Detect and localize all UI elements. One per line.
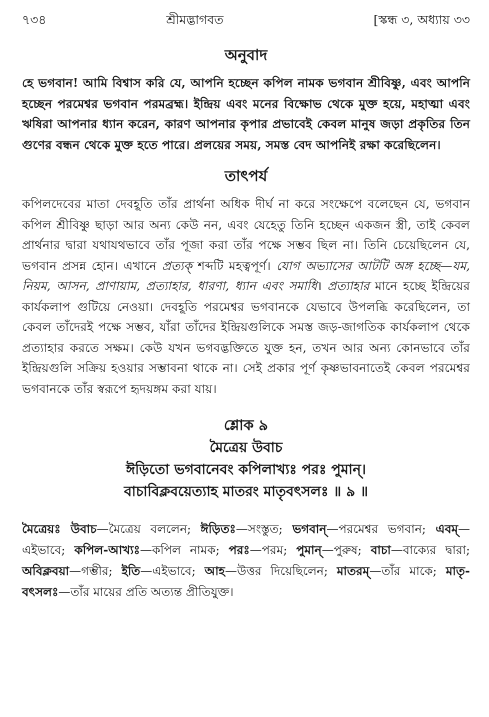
- verse-line-2: বাচাবিক্লবয়েত্যাহ মাতরং মাতৃবৎসলঃ ॥ ৯ ॥: [124, 484, 368, 500]
- synonym-entry: মাতৃ-বৎসলঃ—তাঁর মায়ের প্রতি অত্যন্ত প্রীতিযুক্ত।: [22, 564, 471, 599]
- purport-text-part: শব্দটি মহত্বপূর্ণ।: [192, 258, 277, 273]
- synonym-entry: ইতি—এইভাবে;: [121, 564, 205, 578]
- verse-speaker: মৈত্রেয় উবাচ: [209, 440, 283, 456]
- synonyms-block: [22, 519, 470, 603]
- verse-number: শ্লোক ৯: [223, 417, 269, 434]
- book-title: শ্রীমদ্ভাগবত: [166, 12, 224, 27]
- purport-text: [22, 194, 470, 399]
- verse-line-1: ঈড়িতো ভগবানেবং কপিলাখ্যঃ পরঃ পুমান্।: [126, 462, 366, 478]
- synonym-entry: ঈড়িতঃ—সংস্তুত;: [200, 522, 293, 536]
- translation-heading: অনুবাদ: [224, 46, 268, 64]
- running-header: [22, 12, 470, 34]
- translation-text: হে ভগবান! আমি বিশ্বাস করি যে, আপনি হচ্ছেন কপিল নামক ভগবান শ্রীবিষ্ণু, এবং আপনি হচ্ছেন পরমেশ্বর ভগবান পরমব্রহ্ম। ইন্দ্রিয় এবং মনের বিক্ষোভ থেকে মুক্ত হয়ে, মহাত্মা এবং ঋষিরা আপনার ধ্যান করেন, কারণ আপনার কৃপার প্রভাবেই কেবল মানুষ জড়া প্রকৃতির তিন গুণের বন্ধন থেকে মুক্ত হতে পারে। প্রলয়ের সময়, সমস্ত বেদ আপনিই রক্ষা করেছিলেন।: [22, 76, 470, 152]
- synonym-entry: পরঃ—পরম;: [228, 543, 297, 557]
- purport-text-part: ।: [317, 279, 328, 293]
- synonym-entry: অবিক্লবয়া—গম্ভীর;: [22, 564, 122, 578]
- purport-emphasis: যোগ অভ্যাসের আটটি অঙ্গ হচ্ছে—যম, নিয়ম, আসন, প্রাণায়াম, প্রত্যাহার, ধারণা, ধ্যান এবং সমাধি: [22, 258, 470, 293]
- page-number: ৭৩৪: [22, 12, 47, 27]
- synonym-entry: আহ—উত্তর দিয়েছিলেন;: [204, 564, 337, 578]
- book-page: [22, 12, 470, 603]
- synonym-entry: কপিল-আখ্যঃ—কপিল নামক;: [74, 543, 229, 557]
- synonym-entry: ভগবান্—পরমেশ্বর ভগবান;: [292, 522, 436, 536]
- purport-heading: তাৎপর্য: [224, 167, 268, 185]
- chapter-reference: [স্কন্ধ ৩, অধ্যায় ৩৩: [373, 12, 470, 27]
- synonym-entry: বাচা—বাক্যের দ্বারা;: [370, 543, 471, 557]
- purport-emphasis: প্রত্যক্: [161, 258, 193, 273]
- purport-text-part: কপিলদেবের মাতা দেবহূতি তাঁর প্রার্থনা অধিক দীর্ঘ না করে সংক্ষেপে বলেছেন যে, ভগবান কপিল শ্রীবিষ্ণু ছাড়া আর অন্য কেউ নন, এবং যেহেতু তিনি হচ্ছেন একজন স্ত্রী, তাই কেবল প্রার্থনার দ্বারা যথাযথভাবে তাঁর পূজা করা তাঁর পক্ষে সম্ভব ছিল না। তিনি চেয়েছিলেন যে, ভগবান প্রসন্ন হোন। এখানে: [22, 197, 470, 273]
- purport-emphasis: প্রত্যাহার: [327, 279, 370, 293]
- synonym-entry: মাতরম্—তাঁর মাকে;: [336, 564, 446, 578]
- purport-text-part: মানে হচ্ছে ইন্দ্রিয়ের কার্যকলাপ গুটিয়ে নেওয়া। দেবহূতি পরমেশ্বর ভগবানকে যেভাবে উপলব্ধি করেছিলেন, তা কেবল তাঁদেরই পক্ষে সম্ভব, যাঁরা তাঁদের ইন্দ্রিয়গুলিকে সমস্ত জড়-জাগতিক কার্যকলাপ থেকে প্রত্যাহার করতে সক্ষম। কেউ যখন ভগবদ্ভক্তিতে যুক্ত হন, তখন আর অন্য কোনভাবে তাঁর ইন্দ্রিয়গুলি সক্রিয় হওয়ার সম্ভাবনা থাকে না। সেই প্রকার পূর্ণ কৃষ্ণভাবনাতেই কেবল পরমেশ্বর ভগবানকে তাঁর স্বরূপে হৃদয়ঙ্গম করা যায়।: [22, 279, 470, 396]
- synonym-entry: পুমান্—পুরুষ;: [296, 543, 371, 557]
- synonym-entry: এবম্—এইভাবে;: [22, 522, 471, 557]
- synonym-entry: মৈত্রেয়ঃ উবাচ—মৈত্রেয় বললেন;: [22, 522, 201, 536]
